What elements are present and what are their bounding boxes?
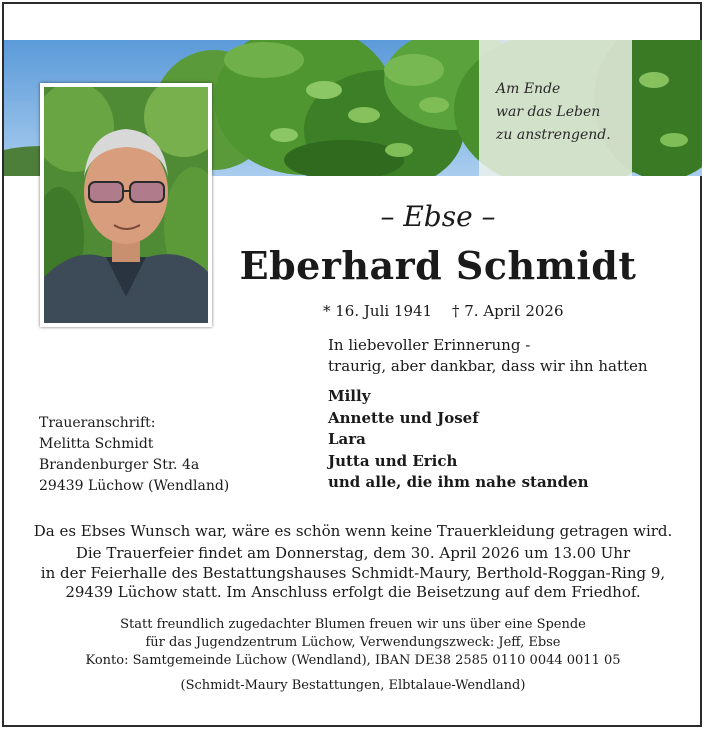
mourners-list [328,386,589,494]
memory-text [328,335,648,377]
deceased-name: Eberhard Schmidt [239,243,637,288]
mourner: Annette und Josef [328,408,479,427]
dress-code-note: Da es Ebses Wunsch war, wäre es schön wenn keine Trauerkleidung getragen wird. [33,522,673,540]
donation-line: Konto: Samtgemeinde Lüchow (Wendland), IBAN DE38 2585 0110 0044 0011 05 [85,653,621,668]
nickname: – Ebse – [380,200,496,233]
quote-line: Am Ende [496,81,561,97]
mourner: Jutta und Erich [328,451,458,470]
birth-date: * 16. Juli 1941 [323,302,433,320]
memory-line: traurig, aber dankbar, dass wir ihn hatten [328,357,648,375]
quote [496,78,611,147]
address-line: 29439 Lüchow (Wendland) [39,478,230,494]
memory-line: In liebevoller Erinnerung - [328,336,531,354]
mourning-address [39,413,229,497]
ceremony-line: in der Feierhalle des Bestattungshauses Schmidt-Maury, Berthold-Roggan-Ring 9, [40,563,666,582]
donation-line: für das Jugendzentrum Lüchow, Verwendungszweck: Jeff, Ebse [145,635,561,650]
address-line: Traueranschrift: [39,415,156,431]
donation-line: Statt freundlich zugedachter Blumen freuen wir uns über eine Spende [120,617,586,632]
address-line: Brandenburger Str. 4a [39,457,200,473]
mourner: Milly [328,387,371,405]
quote-line: zu anstrengend. [496,127,611,143]
death-date: † 7. April 2026 [452,302,564,320]
donation-note [0,616,706,670]
ceremony-details [0,544,706,603]
mourner: und alle, die ihm nahe standen [328,473,589,491]
ceremony-line: 29439 Lüchow statt. Im Anschluss erfolgt die Beisetzung auf dem Friedhof. [65,583,641,601]
mourner: Lara [328,430,366,448]
ceremony-line: Die Trauerfeier findet am Donnerstag, dem 30. April 2026 um 13.00 Uhr [75,544,631,562]
portrait-photo [44,87,208,323]
funeral-home-credit: (Schmidt-Maury Bestattungen, Elbtalaue-Wendland) [180,678,526,693]
address-line: Melitta Schmidt [39,436,154,452]
quote-line: war das Leben [496,104,601,120]
